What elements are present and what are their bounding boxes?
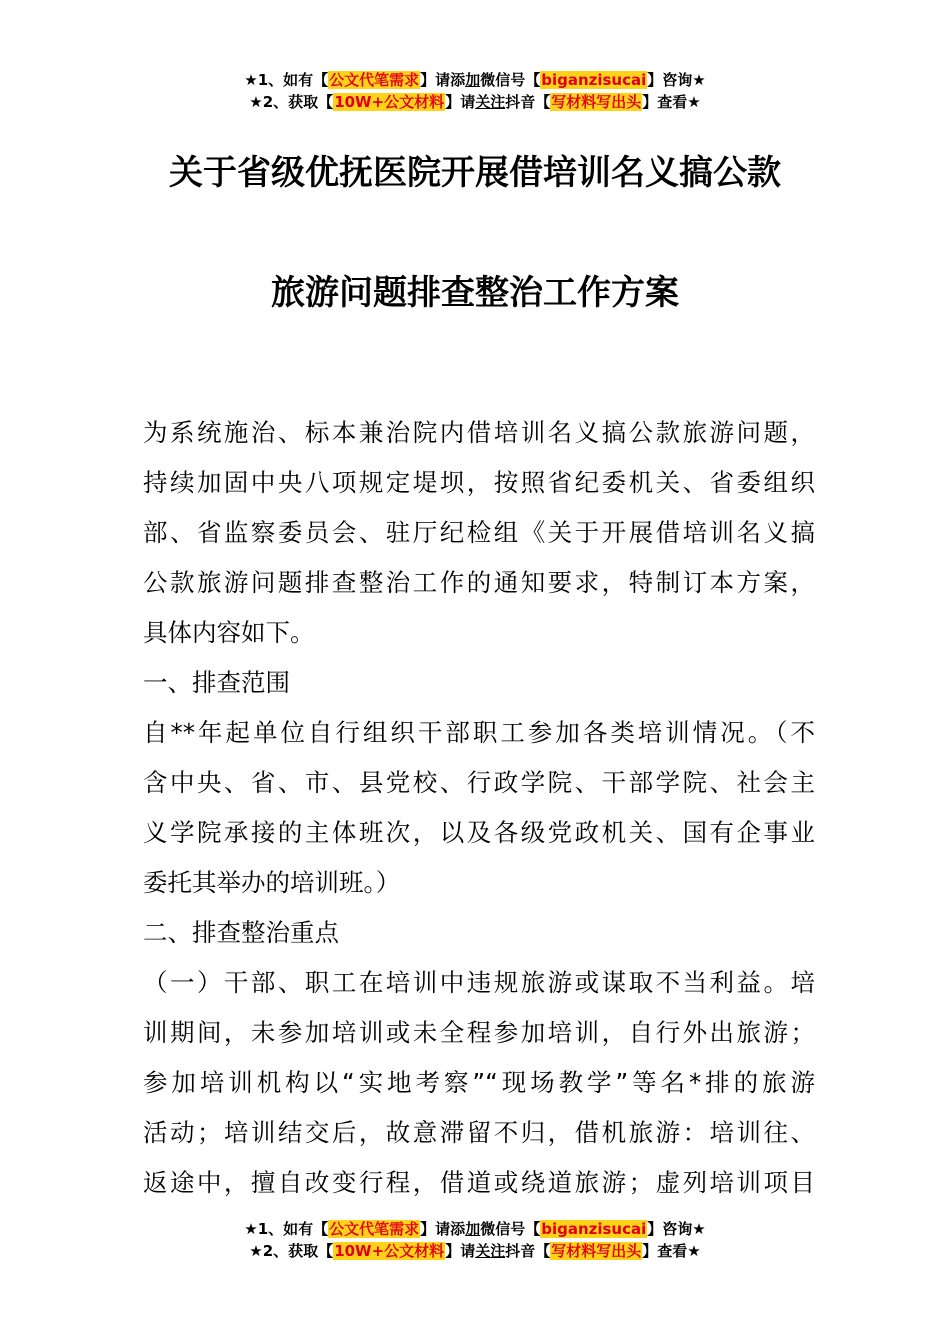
banner-underlined-text: 关注 <box>475 93 506 111</box>
banner-underlined-text: 关注 <box>475 1242 506 1260</box>
banner-text: 】请 <box>445 1242 476 1260</box>
document-body <box>143 408 815 1208</box>
banner-highlight: 10W+公文材料 <box>334 93 445 111</box>
section-heading: 二、排查整治重点 <box>143 918 339 947</box>
body-line: 参加培训机构以“实地考察”“现场教学”等名*排的旅游 <box>143 1068 815 1097</box>
body-line: 部、省监察委员会、驻厅纪检组《关于开展借培训名义搞 <box>143 518 815 547</box>
banner-underlined-text: 加 <box>465 71 481 89</box>
banner-highlight: 10W+公文材料 <box>334 1242 445 1260</box>
banner-text: 】请添 <box>420 71 466 89</box>
banner-underlined-text: 加 <box>465 1220 481 1238</box>
banner-text: 微信号【 <box>480 1220 541 1238</box>
banner-text: 】查看★ <box>642 1242 701 1260</box>
body-line: 具体内容如下。 <box>143 618 315 647</box>
body-line: 公款旅游问题排查整治工作的通知要求，特制订本方案， <box>143 568 815 597</box>
banner-highlight: 公文代笔需求 <box>329 71 420 89</box>
banner-text: 微信号【 <box>480 71 541 89</box>
section-heading: 一、排查范围 <box>143 668 290 697</box>
banner-text: 】查看★ <box>642 93 701 111</box>
banner-highlight: biganzisucai <box>541 1220 647 1238</box>
banner-line-2 <box>0 91 950 113</box>
banner-text: ★1、如有【 <box>244 71 329 89</box>
body-line: 为系统施治、标本兼治院内借培训名义搞公款旅游问题， <box>143 418 815 447</box>
banner-text: 】请 <box>445 93 476 111</box>
banner-text: 】请添 <box>420 1220 466 1238</box>
banner-line-2 <box>0 1240 950 1262</box>
banner-text: ★2、获取【 <box>249 93 334 111</box>
banner-text: 抖音【 <box>505 93 551 111</box>
banner-line-1 <box>0 1218 950 1240</box>
header-banner <box>0 69 950 113</box>
body-line: 义学院承接的主体班次，以及各级党政机关、国有企事业 <box>143 818 815 847</box>
banner-highlight: 写材料写出头 <box>551 93 642 111</box>
body-line: 持续加固中央八项规定堤坝，按照省纪委机关、省委组织 <box>143 468 815 497</box>
document-title-line-2: 旅游问题排查整治工作方案 <box>271 273 679 313</box>
banner-text: 】咨询★ <box>647 71 706 89</box>
body-line: 自**年起单位自行组织干部职工参加各类培训情况。（不 <box>143 718 815 747</box>
banner-text: ★1、如有【 <box>244 1220 329 1238</box>
document-title-line-1: 关于省级优抚医院开展借培训名义搞公款 <box>169 153 781 193</box>
banner-line-1 <box>0 69 950 91</box>
footer-banner <box>0 1218 950 1262</box>
banner-text: 】咨询★ <box>647 1220 706 1238</box>
banner-highlight: 写材料写出头 <box>551 1242 642 1260</box>
banner-text: ★2、获取【 <box>249 1242 334 1260</box>
body-line: 训期间，未参加培训或未全程参加培训，自行外出旅游； <box>143 1018 815 1047</box>
body-line: 委托其举办的培训班。） <box>143 868 401 897</box>
body-line: （一）干部、职工在培训中违规旅游或谋取不当利益。培 <box>143 968 815 997</box>
banner-text: 抖音【 <box>505 1242 551 1260</box>
body-line: 活动；培训结交后，故意滞留不归，借机旅游：培训往、 <box>143 1118 815 1147</box>
body-line: 含中央、省、市、县党校、行政学院、干部学院、社会主 <box>143 768 815 797</box>
body-line: 返途中，擅自改变行程，借道或绕道旅游；虚列培训项目 <box>143 1168 815 1197</box>
banner-highlight: biganzisucai <box>541 71 647 89</box>
banner-highlight: 公文代笔需求 <box>329 1220 420 1238</box>
